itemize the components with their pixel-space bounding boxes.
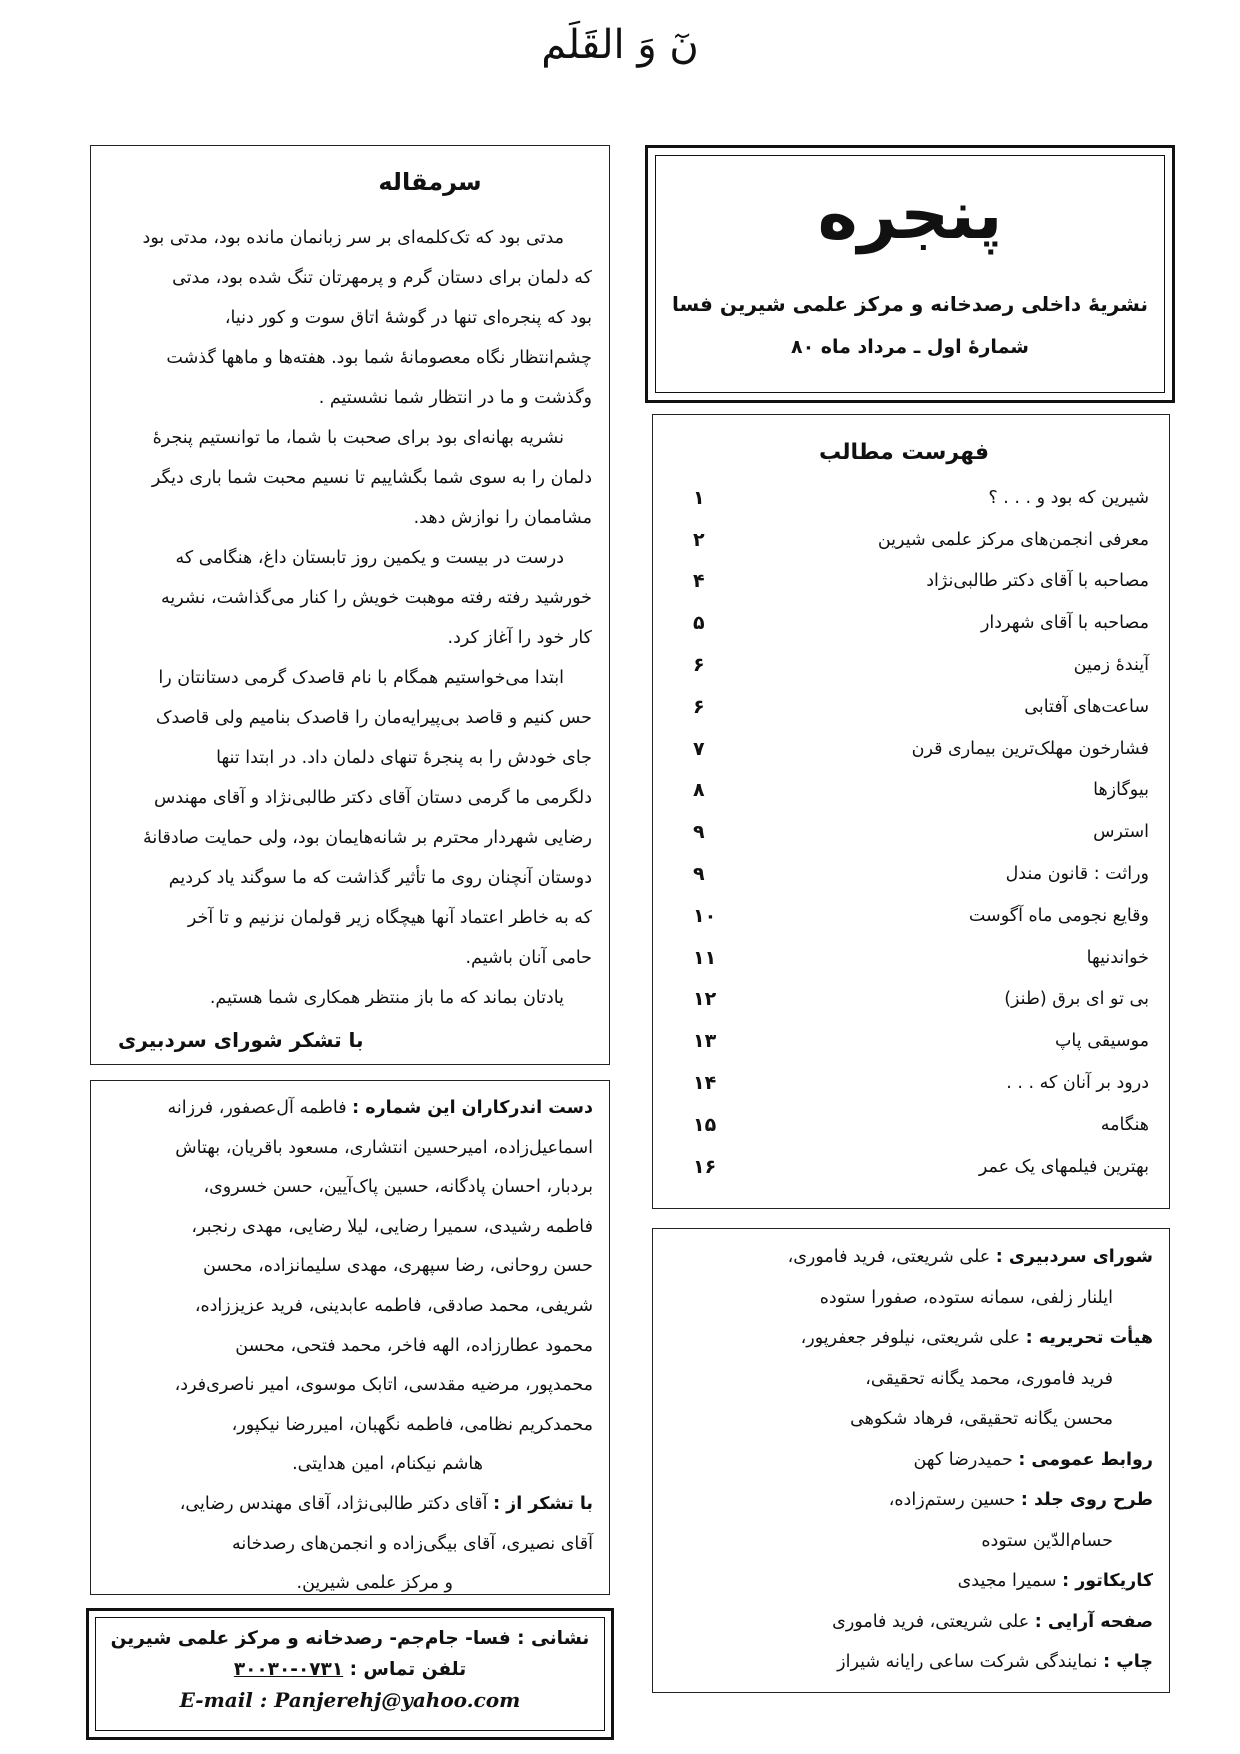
contrib-line bbox=[107, 1089, 593, 1129]
article-line: درست در بیست و یکمین روز تابستان داغ، هنگامی که bbox=[175, 548, 564, 568]
board-line bbox=[673, 1642, 1153, 1683]
toc-item-page: ۱۵ bbox=[693, 1113, 717, 1136]
toc-item-page: ۶ bbox=[693, 654, 705, 677]
toc-item bbox=[673, 561, 1149, 603]
thanks-line: و مرکز علمی شیرین. bbox=[296, 1573, 453, 1594]
toc-item-title: فشارخون مهلک‌ترین بیماری قرن bbox=[911, 738, 1149, 759]
article-line: بود که پنجره‌ای تنها در گوشهٔ اتاق سوت و کور دنیا، bbox=[224, 308, 592, 328]
toc-item-page: ۱۶ bbox=[693, 1155, 717, 1178]
pr-label: روابط عمومی : bbox=[1018, 1449, 1153, 1470]
address-box bbox=[86, 1608, 614, 1740]
publication-subtitle: نشریهٔ داخلی رصدخانه و مرکز علمی شیرین فسا bbox=[671, 292, 1149, 316]
article-line: وگذشت و ما در انتظار شما نشستیم . bbox=[318, 388, 592, 408]
thanks-first: آقای دکتر طالبی‌نژاد، آقای مهندس رضایی، bbox=[179, 1493, 488, 1514]
phone-number: ۰۷۳۱-۳۰۰۳۰ bbox=[233, 1659, 344, 1680]
toc-item bbox=[673, 686, 1149, 728]
article-line: چشم‌انتظار نگاه معصومانهٔ شما بود. هفته‌ها و ماهها گذشت bbox=[166, 348, 592, 368]
article-body bbox=[108, 218, 592, 1018]
board-line bbox=[673, 1440, 1153, 1481]
article-line: یادتان بماند که ما باز منتظر همکاری شما هستیم. bbox=[209, 988, 564, 1008]
article-line: مدتی بود که تک‌کلمه‌ای بر سر زبانمان مانده بود، مدتی بود bbox=[142, 228, 564, 248]
article-line: جای خودش را به پنجرهٔ تنهای دلمان داد. در ابتدا تنها bbox=[216, 748, 592, 768]
toc-item-title: بیوگازها bbox=[1093, 780, 1149, 801]
toc-item-title: خواندنیها bbox=[1086, 947, 1149, 968]
toc-item-title: مصاحبه با آقای شهردار bbox=[980, 613, 1149, 634]
toc-item bbox=[673, 811, 1149, 853]
toc-item-title: ساعت‌های آفتابی bbox=[1024, 696, 1149, 717]
contrib-names bbox=[107, 1129, 593, 1485]
editorial-board bbox=[652, 1228, 1170, 1693]
cartoon-value: سمیرا مجیدی bbox=[957, 1571, 1057, 1591]
article-signature: با تشکر شورای سردبیری bbox=[118, 1028, 364, 1052]
cartoon-label: کاریکاتور : bbox=[1062, 1571, 1153, 1591]
cover-value: حسین رستم‌زاده، bbox=[888, 1490, 1016, 1510]
print-label: چاپ : bbox=[1103, 1652, 1153, 1672]
toc-item bbox=[673, 937, 1149, 979]
toc-list bbox=[673, 477, 1149, 1188]
toc-item-page: ۹ bbox=[693, 821, 705, 844]
article-line: رضایی شهردار محترم بر شانه‌هایمان بود، ولی حمایت صادقانهٔ bbox=[142, 828, 592, 848]
toc-item bbox=[673, 770, 1149, 812]
masthead-box bbox=[645, 145, 1175, 403]
cover-label: طرح روی جلد : bbox=[1020, 1490, 1153, 1510]
toc-item bbox=[673, 1020, 1149, 1062]
article-line: که به خاطر اعتماد آنها هیچگاه زیر قولمان نزنیم و تا آخر bbox=[187, 908, 592, 928]
toc-item-page: ۵ bbox=[693, 612, 705, 635]
toc-item-page: ۱۲ bbox=[693, 988, 717, 1011]
toc-item-page: ۱۴ bbox=[693, 1072, 717, 1095]
board-line bbox=[673, 1480, 1153, 1521]
toc-item bbox=[673, 853, 1149, 895]
toc-item bbox=[673, 477, 1149, 519]
toc-item-page: ۱ bbox=[693, 486, 705, 509]
contrib-line: فاطمه رشیدی، سمیرا رضایی، لیلا رضایی، مهدی رنجبر، bbox=[191, 1216, 593, 1237]
toc-item bbox=[673, 1062, 1149, 1104]
toc-item-title: بی تو ای برق (طنز) bbox=[1004, 989, 1149, 1010]
toc-item-title: آیندهٔ زمین bbox=[1073, 655, 1149, 676]
article-line: خورشید رفته رفته موهبت خویش را کنار می‌گذاشت، نشریه bbox=[161, 588, 592, 608]
toc-item bbox=[673, 728, 1149, 770]
toc-item-page: ۲ bbox=[693, 528, 705, 551]
article-line: دوستان آنچنان روی ما تأثیر گذاشت که ما سوگند یاد کردیم bbox=[168, 868, 592, 888]
editors-names: علی شریعتی، نیلوفر جعفرپور، bbox=[800, 1328, 1021, 1348]
article-line: حس کنیم و قاصد بی‌پیرایه‌مان را قاصدک بنامیم ولی قاصدک bbox=[155, 708, 592, 728]
toc-item-page: ۶ bbox=[693, 695, 705, 718]
print-value: نمایندگی شرکت ساعی رایانه شیراز bbox=[837, 1652, 1098, 1672]
contrib-first-names: فاطمه آل‌عصفور، فرزانه bbox=[167, 1098, 347, 1118]
contrib-line: اسماعیل‌زاده، امیرحسین انتشاری، مسعود باقریان، بهتاش bbox=[175, 1137, 593, 1158]
article-line: حامی آنان باشیم. bbox=[465, 948, 592, 968]
motto-calligraphy: نٓ وَ القَلَم bbox=[541, 22, 699, 68]
thanks-line bbox=[107, 1485, 593, 1525]
toc-item-title: درود بر آنان که . . . bbox=[1006, 1073, 1149, 1094]
toc-item bbox=[673, 1104, 1149, 1146]
article-line: کار خود را آغاز کرد. bbox=[447, 628, 592, 648]
toc-item bbox=[673, 602, 1149, 644]
editors-label: هیأت تحریریه : bbox=[1025, 1328, 1153, 1348]
contrib-line: بردبار، احسان پادگانه، حسین پاک‌آیین، حسن خسروی، bbox=[203, 1177, 593, 1198]
contrib-line: محمدکریم نظامی، فاطمه نگهبان، امیررضا نیکپور، bbox=[231, 1414, 593, 1435]
address-line bbox=[96, 1628, 604, 1649]
toc-item-title: مصاحبه با آقای دکتر طالبی‌نژاد bbox=[926, 571, 1149, 592]
toc-title: فهرست مطالب bbox=[818, 440, 989, 465]
layout-value: علی شریعتی، فرید فاموری bbox=[832, 1611, 1030, 1632]
editorial-council-names: علی شریعتی، فرید فاموری، bbox=[787, 1247, 991, 1267]
article-line: نشریه بهانه‌ای بود برای صحبت با شما، ما توانستیم پنجرهٔ bbox=[152, 428, 564, 448]
board-line bbox=[673, 1237, 1153, 1278]
toc-item-title: استرس bbox=[1093, 822, 1149, 843]
article-line: دلگرمی ما گرمی دستان آقای دکتر طالبی‌نژاد و آقای مهندس bbox=[154, 788, 592, 808]
article-line: دلمان را به سوی شما بگشاییم تا نسیم محبت شما باری دیگر bbox=[151, 468, 592, 488]
address-label: نشانی : bbox=[517, 1628, 590, 1649]
table-of-contents bbox=[652, 414, 1170, 1209]
toc-item-page: ۸ bbox=[693, 779, 705, 802]
phone-line bbox=[96, 1659, 604, 1680]
layout-label: صفحه آرایی : bbox=[1034, 1611, 1153, 1632]
toc-item bbox=[673, 895, 1149, 937]
masthead-inner bbox=[655, 155, 1165, 393]
thanks-line: آقای نصیری، آقای بیگی‌زاده و انجمن‌های رصدخانه bbox=[232, 1533, 593, 1554]
phone-label: تلفن تماس : bbox=[349, 1659, 467, 1680]
contrib-line: حسن روحانی، رضا سپهری، مهدی سلیمانزاده، محسن bbox=[202, 1256, 593, 1277]
contrib-line: محمود عطارزاده، الهه فاخر، محمد فتحی، محسن bbox=[235, 1335, 593, 1356]
toc-item-page: ۴ bbox=[693, 570, 705, 593]
toc-item-page: ۱۳ bbox=[693, 1030, 717, 1053]
toc-item-page: ۷ bbox=[693, 737, 705, 760]
contributors-box bbox=[90, 1080, 610, 1595]
toc-item-title: موسیقی پاپ bbox=[1054, 1031, 1149, 1052]
contributors-label: دست اندرکاران این شماره : bbox=[352, 1098, 593, 1118]
toc-item-page: ۹ bbox=[693, 863, 705, 886]
issue-info: شمارهٔ اول ـ مرداد ماه ۸۰ bbox=[790, 336, 1029, 358]
toc-item-page: ۱۱ bbox=[693, 946, 717, 969]
editorial-article bbox=[90, 145, 610, 1065]
pr-value: حمیدرضا کهن bbox=[913, 1449, 1013, 1470]
contrib-line: محمدپور، مرضیه مقدسی، اتابک موسوی، امیر ناصری‌فرد، bbox=[174, 1375, 593, 1396]
toc-item bbox=[673, 1146, 1149, 1188]
article-line: که دلمان برای دستان گرم و پرمهرتان تنگ شده بود، مدتی bbox=[172, 268, 592, 288]
board-line bbox=[673, 1318, 1153, 1359]
toc-item-page: ۱۰ bbox=[693, 904, 717, 927]
article-line: مشاممان را نوازش دهد. bbox=[413, 508, 592, 528]
board-line: حسام‌الدّین ستوده bbox=[981, 1530, 1113, 1551]
article-line: ابتدا می‌خواستیم همگام با نام قاصدک گرمی دستانتان را bbox=[158, 668, 564, 688]
publication-title: پنجره bbox=[817, 176, 1003, 255]
toc-item bbox=[673, 979, 1149, 1021]
editorial-council-label: شورای سردبیری : bbox=[995, 1247, 1153, 1267]
contrib-line: هاشم نیکنام، امین هدایتی. bbox=[292, 1454, 483, 1475]
toc-item-title: بهترین فیلمهای یک عمر bbox=[978, 1156, 1149, 1177]
address-value: فسا- جام‌جم- رصدخانه و مرکز علمی شیرین bbox=[110, 1628, 511, 1649]
toc-item bbox=[673, 519, 1149, 561]
board-line: فرید فاموری، محمد یگانه تحقیقی، bbox=[865, 1368, 1113, 1389]
thanks-label: با تشکر از : bbox=[493, 1493, 593, 1514]
contrib-line: شریفی، محمد صادقی، فاطمه عابدینی، فرید عزیززاده، bbox=[194, 1295, 593, 1316]
email-address[interactable]: E-mail : Panjerehj@yahoo.com bbox=[179, 1688, 521, 1712]
toc-item-title: وراثت : قانون مندل bbox=[1005, 864, 1149, 885]
board-line bbox=[673, 1602, 1153, 1643]
article-title: سرمقاله bbox=[378, 168, 482, 196]
toc-item bbox=[673, 644, 1149, 686]
board-line: محسن یگانه تحقیقی، فرهاد شکوهی bbox=[850, 1409, 1113, 1429]
toc-item-title: شیرین که بود و . . . ؟ bbox=[988, 487, 1149, 508]
toc-item-title: معرفی انجمن‌های مرکز علمی شیرین bbox=[877, 529, 1149, 550]
toc-item-title: وقایع نجومی ماه آگوست bbox=[968, 905, 1149, 926]
board-line: ایلنار زلفی، سمانه ستوده، صفورا ستوده bbox=[819, 1287, 1113, 1308]
toc-item-title: هنگامه bbox=[1100, 1114, 1149, 1135]
board-line bbox=[673, 1561, 1153, 1602]
address-inner bbox=[95, 1617, 605, 1731]
